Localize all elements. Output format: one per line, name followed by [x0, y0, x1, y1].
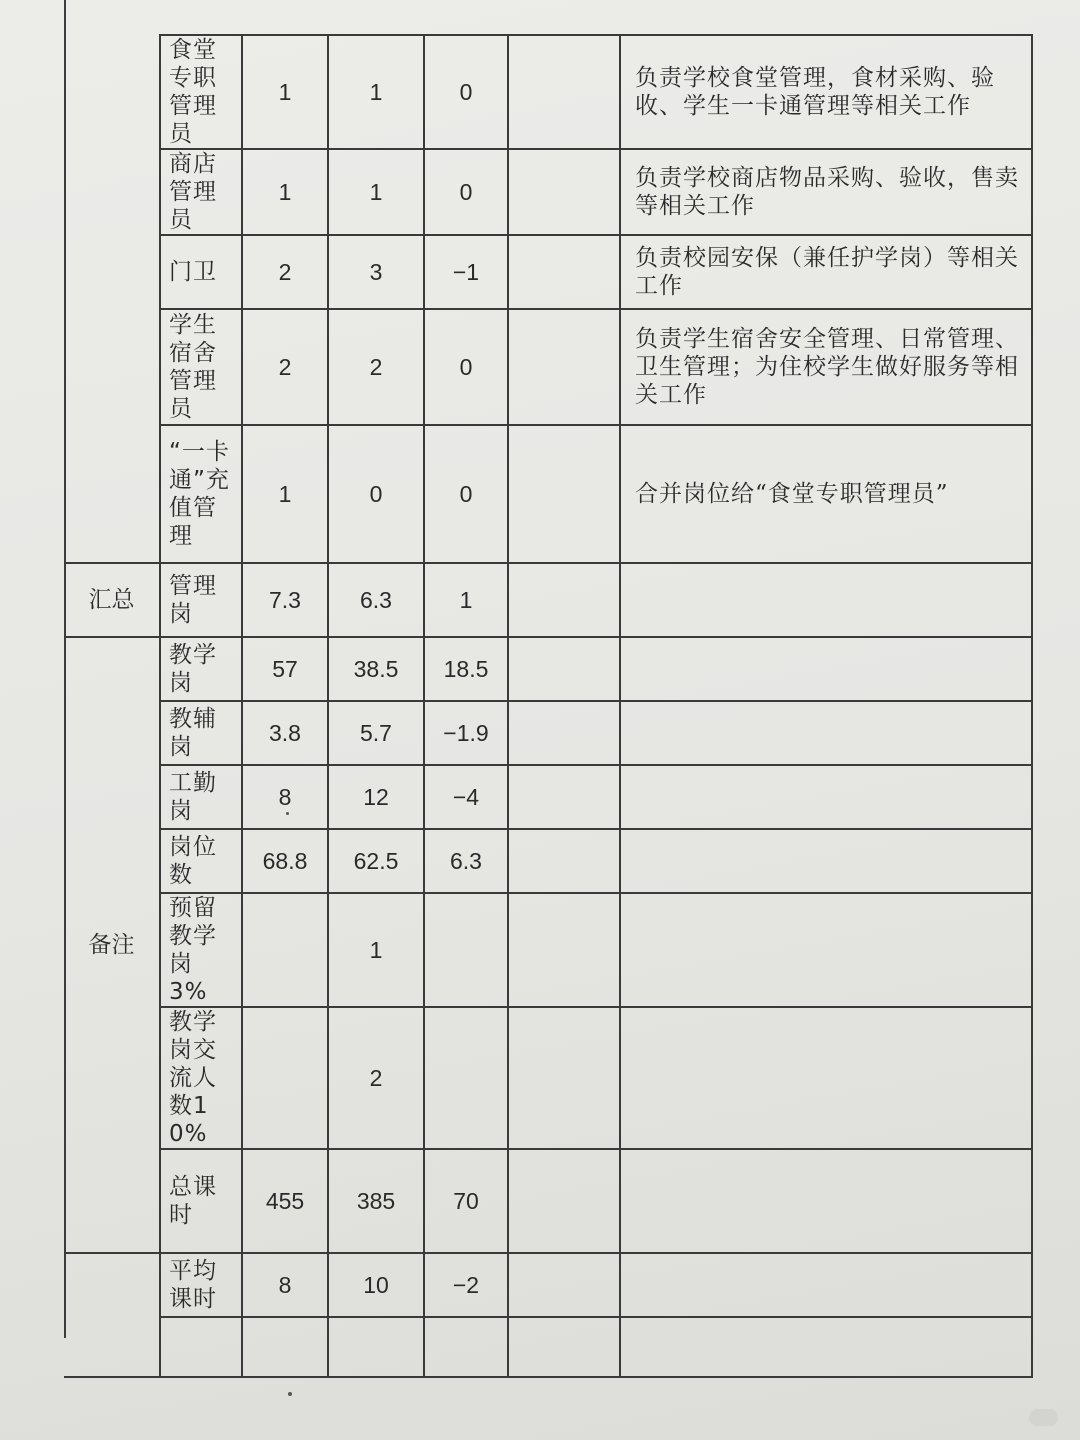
value-cell-c: [424, 1007, 508, 1149]
value-cell-b: 385: [328, 1149, 424, 1253]
table-row: [64, 829, 1032, 893]
group-label-summary: 汇总: [64, 563, 160, 637]
table-row: [64, 701, 1032, 765]
duty-cell: 负责学校食堂管理，食材采购、验收、学生一卡通管理等相关工作: [620, 35, 1032, 149]
value-cell-b: 10: [328, 1253, 424, 1317]
duty-cell: [620, 1317, 1032, 1377]
value-cell-b: 1: [328, 893, 424, 1007]
watermark: [1029, 1409, 1058, 1426]
value-cell-c: 1: [424, 563, 508, 637]
duty-cell: [620, 765, 1032, 829]
value-cell-c: −1: [424, 235, 508, 309]
duty-cell: [620, 1007, 1032, 1149]
value-cell-a: 455: [242, 1149, 328, 1253]
duty-cell: 负责学校商店物品采购、验收，售卖等相关工作: [620, 149, 1032, 235]
value-cell-c: 18.5: [424, 637, 508, 701]
group-label-remarks: 备注: [64, 637, 160, 1253]
value-cell-b: 62.5: [328, 829, 424, 893]
group-cell: [64, 1253, 160, 1377]
value-cell-d: [508, 1317, 620, 1377]
post-name-cell: 教学岗: [160, 637, 242, 701]
post-name-cell: “一卡通”充值管理: [160, 425, 242, 563]
value-cell-d: [508, 425, 620, 563]
table-row: [64, 1149, 1032, 1253]
value-cell-a: 57: [242, 637, 328, 701]
value-cell-d: [508, 1007, 620, 1149]
value-cell-b: 1: [328, 35, 424, 149]
value-cell-b: 38.5: [328, 637, 424, 701]
value-cell-b: 1: [328, 149, 424, 235]
value-cell-a: 2: [242, 235, 328, 309]
duty-cell: [620, 701, 1032, 765]
post-name-cell: 岗位数: [160, 829, 242, 893]
duty-cell: [620, 563, 1032, 637]
value-cell-c: 0: [424, 425, 508, 563]
value-cell-a: 2: [242, 309, 328, 425]
staffing-table: [64, 34, 1033, 1378]
value-cell-c: 0: [424, 149, 508, 235]
value-cell-d: [508, 637, 620, 701]
post-name-cell: 管理岗: [160, 563, 242, 637]
value-cell-b: 2: [328, 309, 424, 425]
value-cell-d: [508, 701, 620, 765]
value-cell-b: 0: [328, 425, 424, 563]
value-cell-a: [242, 1317, 328, 1377]
value-cell-a: 68.8: [242, 829, 328, 893]
table-row: [64, 563, 1032, 637]
value-cell-d: [508, 1253, 620, 1317]
value-cell-b: 12: [328, 765, 424, 829]
table-row: [64, 893, 1032, 1007]
post-name-cell: 工勤岗: [160, 765, 242, 829]
post-name-cell: 平均课时: [160, 1253, 242, 1317]
value-cell-d: [508, 35, 620, 149]
value-cell-a: [242, 893, 328, 1007]
value-cell-c: [424, 1317, 508, 1377]
value-cell-d: [508, 829, 620, 893]
table-row: [64, 637, 1032, 701]
group-cell: [64, 35, 160, 563]
value-cell-b: [328, 1317, 424, 1377]
value-cell-d: [508, 893, 620, 1007]
duty-cell: 合并岗位给“食堂专职管理员”: [620, 425, 1032, 563]
paper-speck: [288, 1392, 292, 1396]
value-cell-c: [424, 893, 508, 1007]
value-cell-d: [508, 765, 620, 829]
post-name-cell: 商店管理员: [160, 149, 242, 235]
duty-cell: [620, 1149, 1032, 1253]
duty-cell: [620, 1253, 1032, 1317]
post-name-cell: 预留教学岗 3%: [160, 893, 242, 1007]
duty-cell: 负责学生宿舍安全管理、日常管理、卫生管理；为住校学生做好服务等相关工作: [620, 309, 1032, 425]
paper-speck: [286, 812, 289, 815]
value-cell-a: 3.8: [242, 701, 328, 765]
value-cell-b: 2: [328, 1007, 424, 1149]
value-cell-c: 0: [424, 309, 508, 425]
table-row: [64, 149, 1032, 235]
value-cell-b: 6.3: [328, 563, 424, 637]
post-name-cell: 食堂专职管理员: [160, 35, 242, 149]
value-cell-c: 70: [424, 1149, 508, 1253]
duty-cell: [620, 829, 1032, 893]
value-cell-c: 6.3: [424, 829, 508, 893]
value-cell-a: 1: [242, 425, 328, 563]
duty-cell: [620, 637, 1032, 701]
table-row: [64, 425, 1032, 563]
table-row: [64, 765, 1032, 829]
table-row: [64, 309, 1032, 425]
table-row: [64, 1253, 1032, 1317]
table-row: [64, 235, 1032, 309]
value-cell-c: −1.9: [424, 701, 508, 765]
value-cell-a: 1: [242, 149, 328, 235]
value-cell-d: [508, 1149, 620, 1253]
post-name-cell: [160, 1317, 242, 1377]
post-name-cell: 学生宿舍管理员: [160, 309, 242, 425]
duty-cell: 负责校园安保（兼任护学岗）等相关工作: [620, 235, 1032, 309]
value-cell-a: 8: [242, 765, 328, 829]
value-cell-c: −4: [424, 765, 508, 829]
value-cell-a: 7.3: [242, 563, 328, 637]
table-row: [64, 1007, 1032, 1149]
value-cell-b: 5.7: [328, 701, 424, 765]
duty-cell: [620, 893, 1032, 1007]
value-cell-b: 3: [328, 235, 424, 309]
value-cell-c: 0: [424, 35, 508, 149]
post-name-cell: 总课时: [160, 1149, 242, 1253]
value-cell-d: [508, 309, 620, 425]
value-cell-c: −2: [424, 1253, 508, 1317]
value-cell-a: 8: [242, 1253, 328, 1317]
value-cell-a: 1: [242, 35, 328, 149]
value-cell-d: [508, 149, 620, 235]
post-name-cell: 教学岗交流人数10%: [160, 1007, 242, 1149]
value-cell-d: [508, 563, 620, 637]
post-name-cell: 教辅岗: [160, 701, 242, 765]
value-cell-d: [508, 235, 620, 309]
value-cell-a: [242, 1007, 328, 1149]
table-row: [64, 1317, 1032, 1377]
post-name-cell: 门卫: [160, 235, 242, 309]
table-row: [64, 35, 1032, 149]
